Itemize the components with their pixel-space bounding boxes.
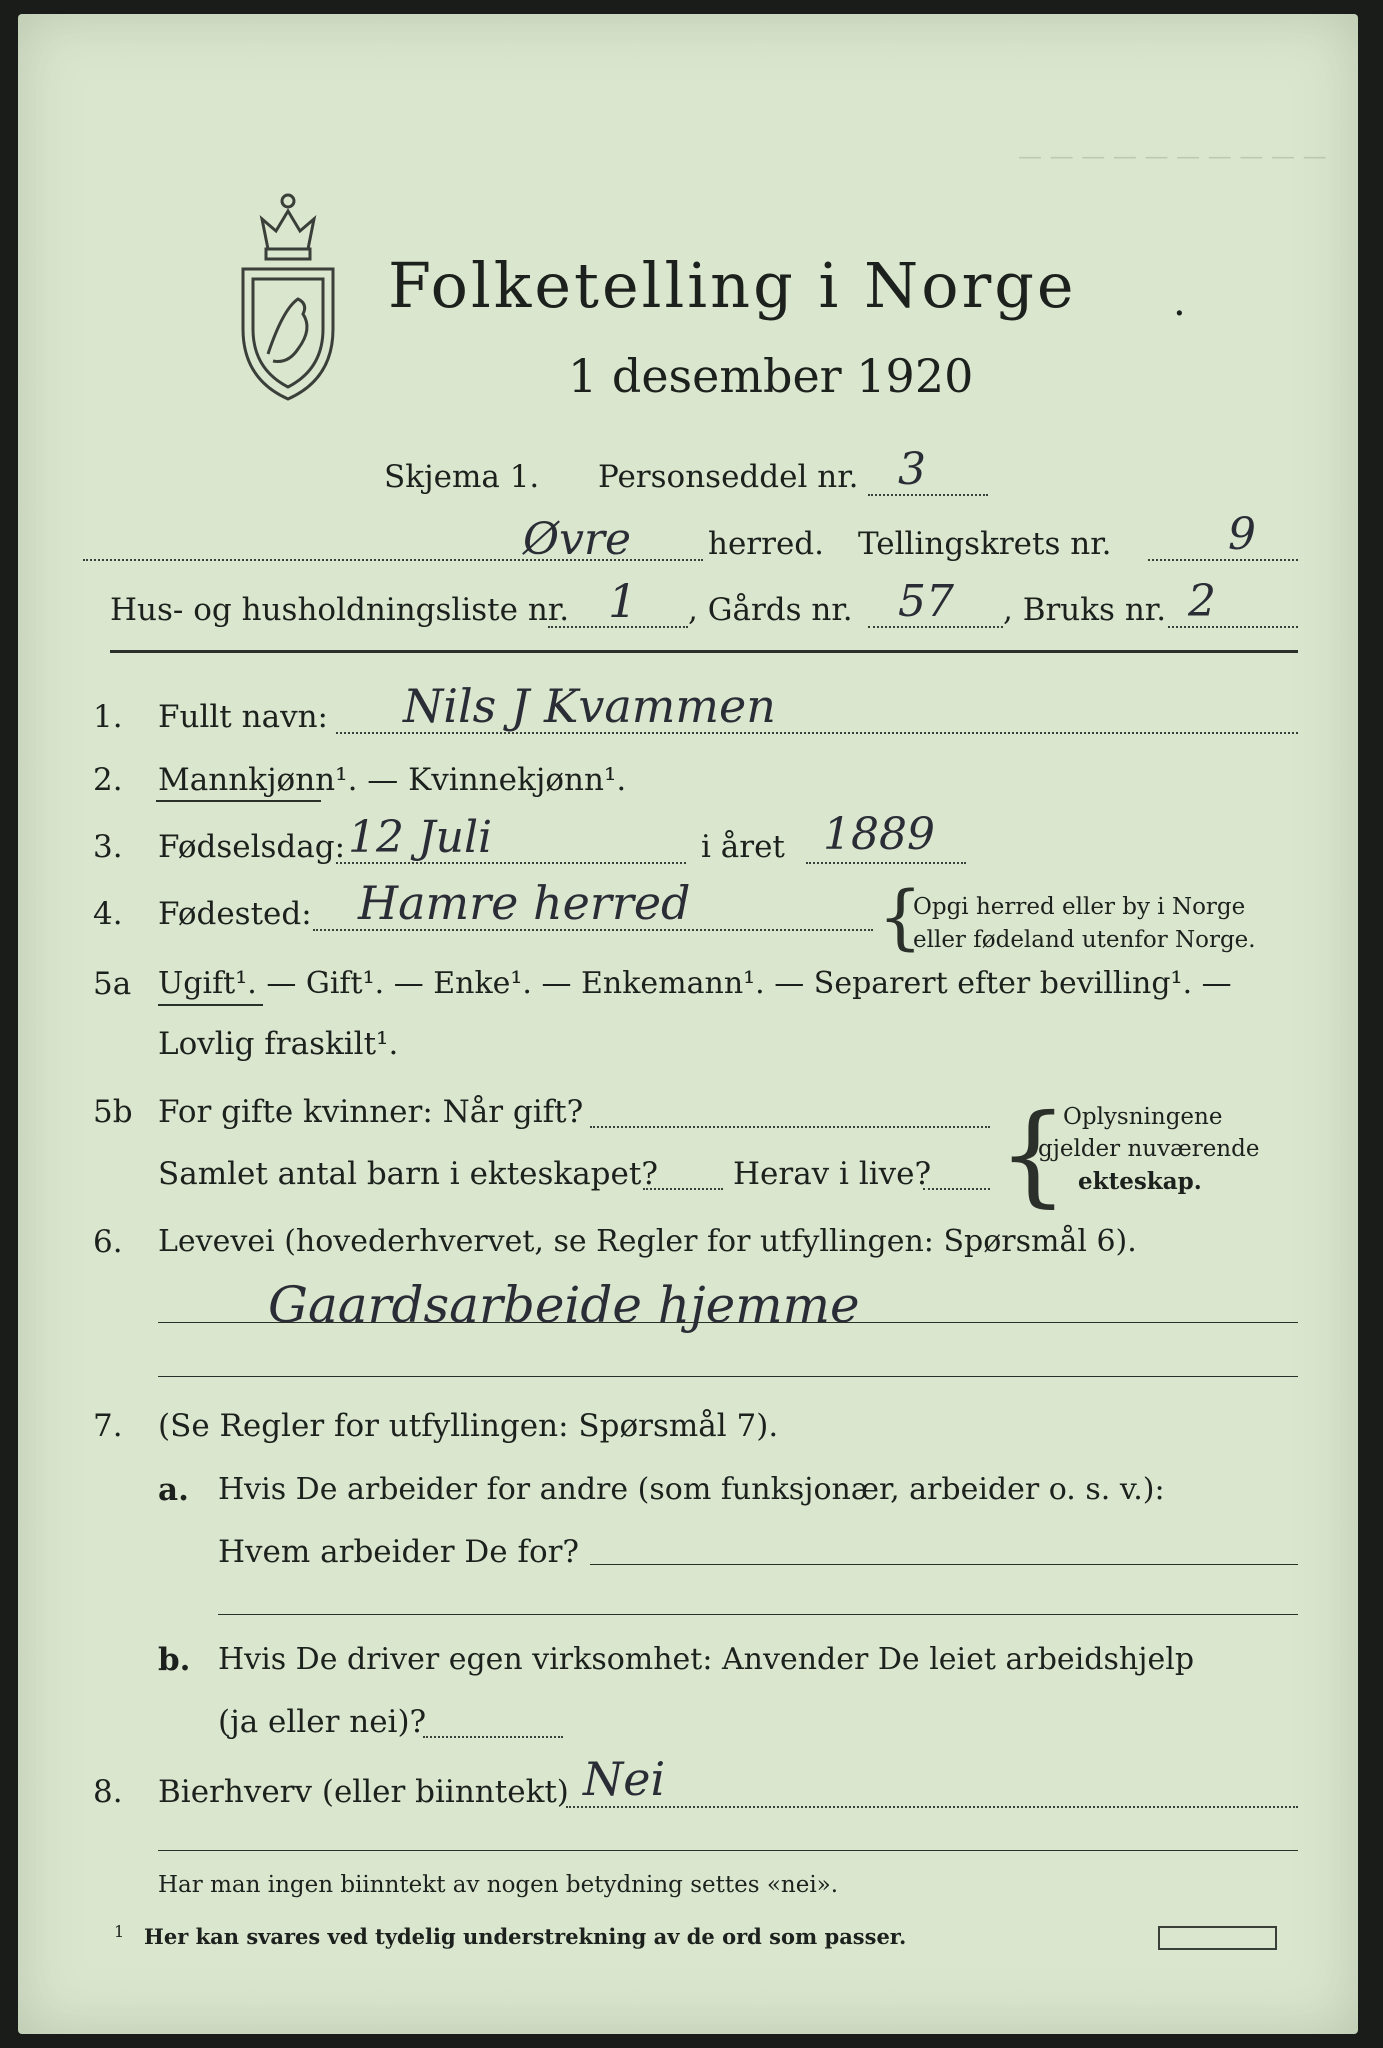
- q3-year-line: [806, 862, 966, 864]
- printer-stamp: [1158, 1926, 1277, 1950]
- q7a-line-2: [218, 1614, 1298, 1615]
- q5b-alive-line: [923, 1188, 990, 1190]
- q8-number: 8.: [93, 1774, 123, 1810]
- personseddel-label: Personseddel nr.: [598, 459, 859, 495]
- q7b-number: b.: [158, 1642, 191, 1678]
- q5a-number: 5a: [93, 966, 132, 1002]
- tellingskrets-label: Tellingskrets nr.: [858, 526, 1112, 562]
- q4-value[interactable]: Hamre herred: [358, 876, 691, 930]
- q2-underline-mannkjonn: [156, 800, 321, 802]
- q3-year-label: i året: [701, 829, 785, 865]
- personseddel-value[interactable]: 3: [898, 444, 926, 495]
- q8-label: Bierhverv (eller biinntekt): [158, 1774, 569, 1810]
- q6-number: 6.: [93, 1224, 123, 1260]
- hus-label: Hus- og husholdningsliste nr.: [110, 592, 570, 628]
- q7-number: 7.: [93, 1408, 123, 1444]
- q6-value[interactable]: Gaardsarbeide hjemme: [268, 1276, 860, 1334]
- herred-value[interactable]: Øvre: [523, 514, 632, 565]
- hus-value[interactable]: 1: [608, 574, 638, 628]
- q5b-label-2: Samlet antal barn i ekteskapet?: [158, 1156, 658, 1192]
- q6-line-1: [158, 1322, 1298, 1323]
- q2-label: Mannkjønn¹. — Kvinnekjønn¹.: [158, 762, 627, 798]
- q3-label: Fødselsdag:: [158, 829, 346, 865]
- footnote-text: Her kan svares ved tydelig understrekning av de ord som passer.: [144, 1924, 907, 1949]
- norwegian-coat-of-arms-icon: [228, 189, 348, 409]
- q7-label: (Se Regler for utfyllingen: Spørsmål 7).: [158, 1408, 779, 1444]
- personseddel-line: [868, 494, 988, 496]
- q8-value[interactable]: Nei: [583, 1752, 666, 1806]
- q7a-line-1: [590, 1564, 1298, 1565]
- q4-number: 4.: [93, 896, 123, 932]
- footnote-mark: 1: [114, 1922, 125, 1941]
- tellingskrets-value[interactable]: 9: [1228, 509, 1256, 560]
- q5b-note-3: ekteskap.: [1078, 1168, 1202, 1195]
- q2-number: 2.: [93, 762, 123, 798]
- bleed-through-text: — — — — — — — — — —: [1018, 142, 1327, 170]
- q6-line-2: [158, 1376, 1298, 1377]
- q3-number: 3.: [93, 829, 123, 865]
- q1-label: Fullt navn:: [158, 699, 328, 735]
- q7a-label: Hvis De arbeider for andre (som funksjonær, arbeider o. s. v.):: [218, 1472, 1165, 1507]
- q5a-label-2: Lovlig fraskilt¹.: [158, 1026, 399, 1062]
- q5b-number: 5b: [93, 1094, 133, 1130]
- q5b-note-1: Oplysningene: [1063, 1104, 1223, 1130]
- footer-divider: [158, 1850, 1298, 1851]
- skjema-label: Skjema 1.: [384, 459, 540, 495]
- herred-label: herred.: [708, 526, 824, 562]
- q4-label: Fødested:: [158, 896, 312, 932]
- gards-label: , Gårds nr.: [688, 592, 853, 628]
- q5b-children-line: [643, 1188, 723, 1190]
- q7a-label-2: Hvem arbeider De for?: [218, 1534, 580, 1570]
- title-dot: .: [1173, 279, 1186, 325]
- q3-year-value[interactable]: 1889: [823, 809, 935, 860]
- tellingskrets-line: [1148, 559, 1298, 561]
- bruks-value[interactable]: 2: [1188, 576, 1216, 627]
- q8-line: [566, 1806, 1298, 1808]
- q3-value[interactable]: 12 Juli: [348, 812, 493, 863]
- q5b-married-line: [590, 1126, 990, 1128]
- q5a-label: Ugift¹. — Gift¹. — Enke¹. — Enkemann¹. — Separert efter bevilling¹. —: [158, 966, 1232, 1001]
- q5b-brace: {: [998, 1090, 1068, 1218]
- q7b-line: [423, 1736, 563, 1738]
- q5b-label: For gifte kvinner: Når gift?: [158, 1094, 584, 1130]
- q5b-note-2: gjelder nuværende: [1038, 1136, 1260, 1162]
- q4-brace: {: [878, 876, 923, 958]
- q7b-label-2: (ja eller nei)?: [218, 1704, 427, 1740]
- footer-note: Har man ingen biinntekt av nogen betydning settes «nei».: [158, 1872, 839, 1898]
- q4-note-2: eller fødeland utenfor Norge.: [913, 927, 1256, 953]
- form-title: Folketelling i Norge: [388, 249, 1077, 322]
- bruks-label: , Bruks nr.: [1003, 592, 1167, 628]
- gards-value[interactable]: 57: [898, 576, 954, 627]
- q1-number: 1.: [93, 699, 123, 735]
- q5b-label-3: Herav i live?: [733, 1156, 932, 1192]
- q7a-number: a.: [158, 1472, 189, 1508]
- q1-value[interactable]: Nils J Kvammen: [403, 679, 776, 733]
- q7b-label: Hvis De driver egen virksomhet: Anvender De leiet arbeidshjelp: [218, 1642, 1195, 1677]
- census-form-page: [18, 14, 1358, 2034]
- q6-label: Levevei (hovederhvervet, se Regler for utfyllingen: Spørsmål 6).: [158, 1224, 1137, 1259]
- q5a-underline-ugift: [158, 1004, 263, 1006]
- header-divider: [110, 650, 1298, 653]
- form-date: 1 desember 1920: [568, 349, 974, 403]
- q4-note-1: Opgi herred eller by i Norge: [913, 894, 1246, 920]
